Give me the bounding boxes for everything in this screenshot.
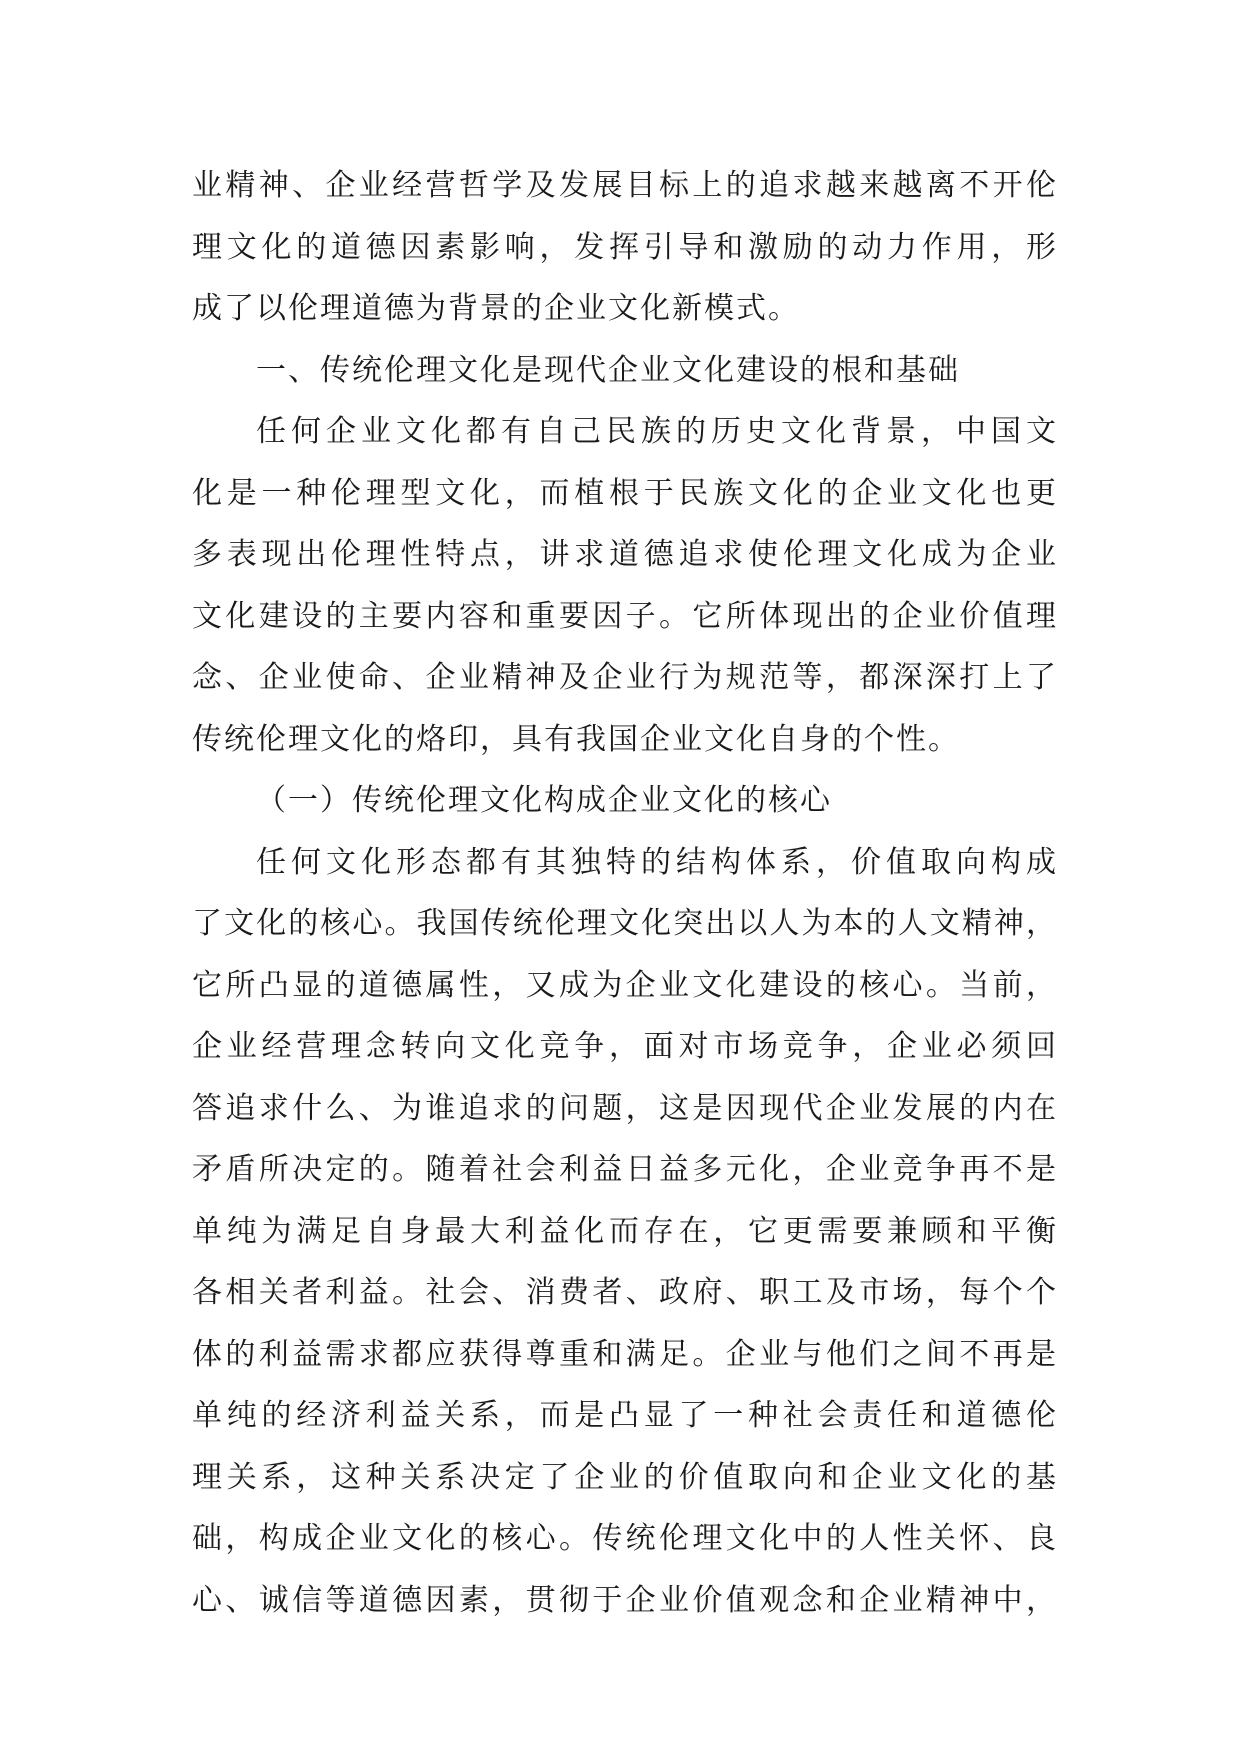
- text-line: 各相关者利益。社会、消费者、政府、职工及市场，每个个: [192, 1275, 1056, 1310]
- text-line: 础，构成企业文化的核心。传统伦理文化中的人性关怀、良: [192, 1521, 1056, 1556]
- text-line: 多表现出伦理性特点，讲求道德追求使伦理文化成为企业: [192, 537, 1056, 572]
- subsection-heading: （一）传统伦理文化构成企业文化的核心: [256, 783, 832, 818]
- text-line: 业精神、企业经营哲学及发展目标上的追求越来越离不开伦: [192, 168, 1056, 203]
- text-line: 单纯为满足自身最大利益化而存在，它更需要兼顾和平衡: [192, 1213, 1056, 1249]
- text-line: 企业经营理念转向文化竞争，面对市场竞争，企业必须回: [192, 1029, 1056, 1064]
- body-text: [192, 155, 1056, 1631]
- text-line: 答追求什么、为谁追求的问题，这是因现代企业发展的内在: [192, 1090, 1056, 1126]
- section-heading: 一、传统伦理文化是现代企业文化建设的根和基础: [256, 352, 960, 388]
- text-line: 体的利益需求都应获得尊重和满足。企业与他们之间不再是: [192, 1336, 1056, 1372]
- text-line: 它所凸显的道德属性，又成为企业文化建设的核心。当前，: [192, 967, 1056, 1003]
- text-line: 任何文化形态都有其独特的结构体系，价值取向构成: [256, 844, 1056, 880]
- text-line: 任何企业文化都有自己民族的历史文化背景，中国文: [256, 414, 1056, 449]
- text-line: 单纯的经济利益关系，而是凸显了一种社会责任和道德伦: [192, 1398, 1056, 1433]
- text-line: 成了以伦理道德为背景的企业文化新模式。: [192, 291, 800, 326]
- text-line: 了文化的核心。我国传统伦理文化突出以人为本的人文精神，: [192, 906, 1056, 941]
- text-line: 化是一种伦理型文化，而植根于民族文化的企业文化也更: [192, 475, 1056, 511]
- text-line: 心、诚信等道德因素，贯彻于企业价值观念和企业精神中，: [192, 1582, 1056, 1618]
- text-line: 理关系，这种关系决定了企业的价值取向和企业文化的基: [192, 1459, 1056, 1495]
- text-line: 理文化的道德因素影响，发挥引导和激励的动力作用，形: [192, 229, 1056, 265]
- text-line: 传统伦理文化的烙印，具有我国企业文化自身的个性。: [192, 721, 960, 757]
- text-line: 文化建设的主要内容和重要因子。它所体现出的企业价值理: [192, 598, 1056, 634]
- text-line: 念、企业使命、企业精神及企业行为规范等，都深深打上了: [192, 660, 1056, 695]
- text-line: 矛盾所决定的。随着社会利益日益多元化，企业竞争再不是: [192, 1152, 1056, 1187]
